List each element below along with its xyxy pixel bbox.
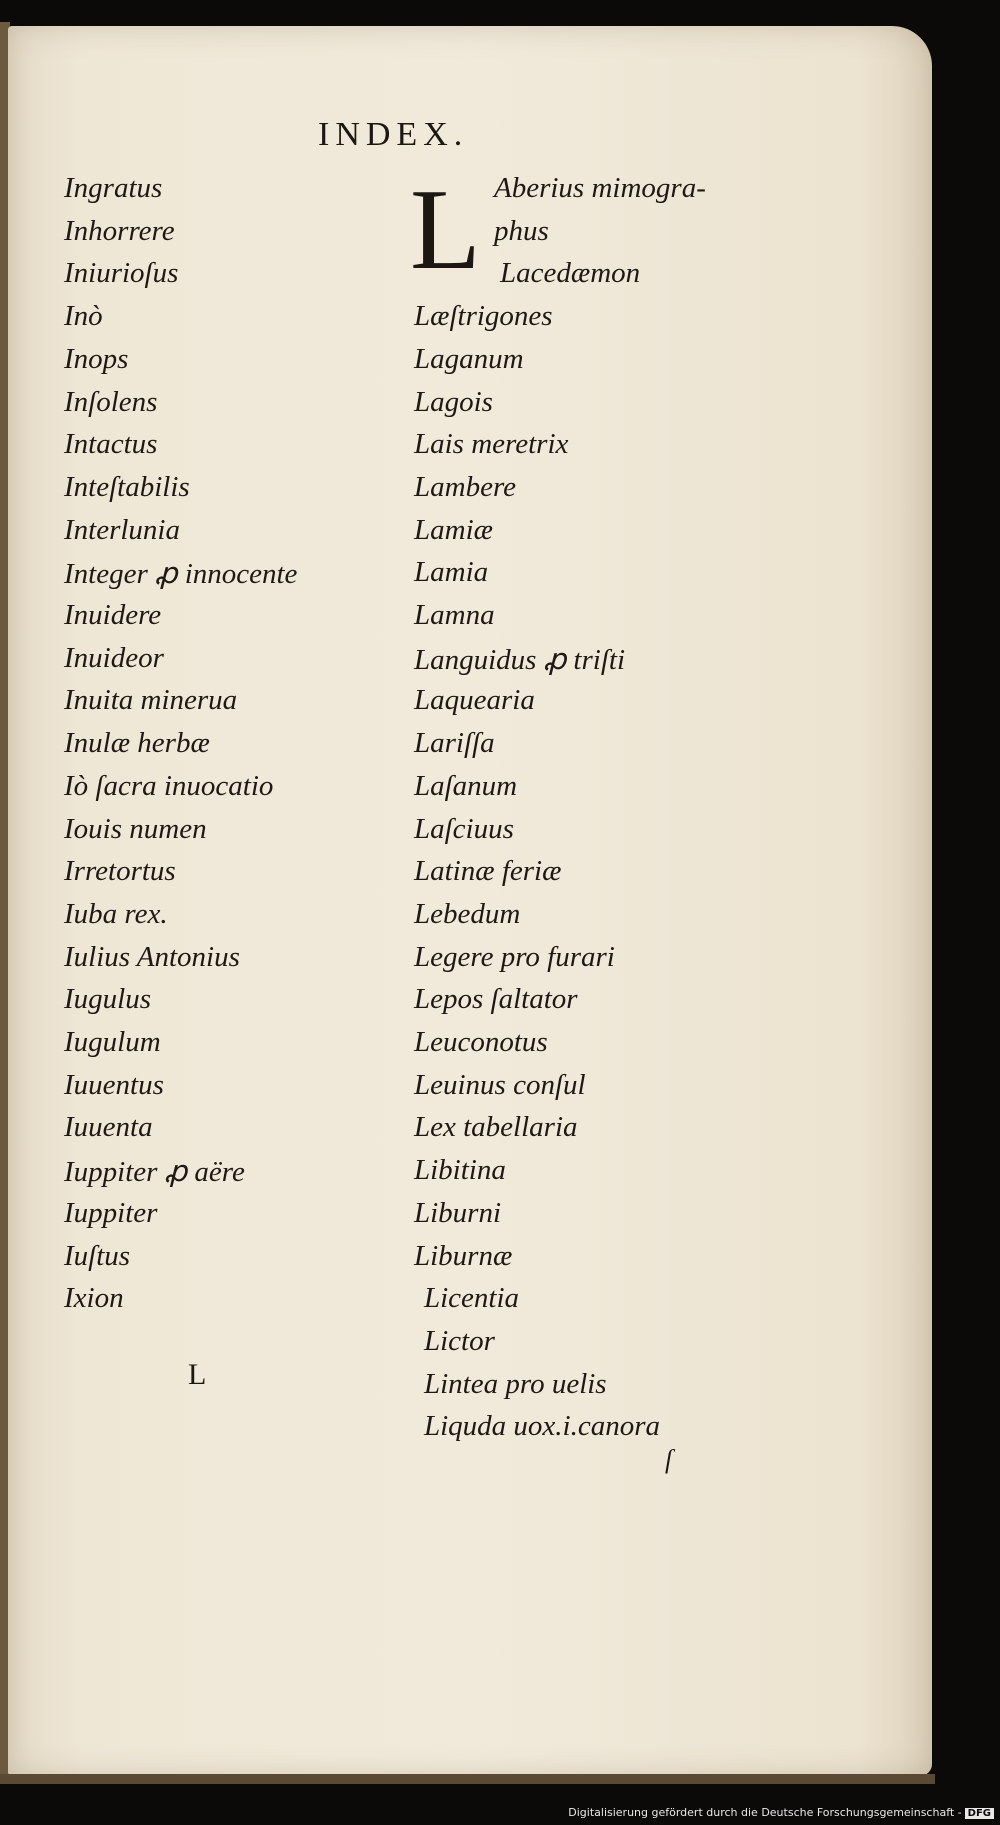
index-term: Licentia [424, 1282, 520, 1314]
index-term: Liburni [414, 1197, 502, 1229]
index-term: Intactus [64, 428, 158, 460]
index-term: Laganum [414, 343, 524, 375]
index-term: Inops [64, 343, 129, 375]
index-term: Iugulum [64, 1026, 161, 1058]
index-term: Lacedæmon [500, 257, 641, 289]
footer-text: Digitalisierung gefördert durch die Deutsche Forschungsgemeinschaft - [568, 1806, 962, 1819]
index-term: Iuppiter [64, 1197, 158, 1229]
index-term: Lebedum [414, 898, 521, 930]
index-term: Lepos ſaltator [414, 983, 578, 1015]
index-term: Liburnæ [414, 1240, 513, 1272]
signature-mark: ſ [665, 1445, 673, 1474]
index-term: Lambere [414, 471, 517, 503]
index-term: Lamia [414, 556, 489, 588]
index-term: Lamna [414, 599, 495, 631]
index-term: Iugulus [64, 983, 151, 1015]
index-term: Inhorrere [64, 215, 175, 247]
index-term: Irretortus [64, 855, 176, 887]
digitization-footer [568, 1806, 994, 1819]
index-term: Iuppiter ꝓ aëre [64, 1156, 245, 1188]
index-term: Lagois [414, 386, 493, 418]
drop-cap-letter: L [410, 166, 481, 294]
book-bottom-edge [0, 1774, 935, 1784]
index-term: Leuconotus [414, 1026, 548, 1058]
index-term: Inò [64, 300, 103, 332]
index-term: Iuuentus [64, 1069, 164, 1101]
index-term: Languidus ꝓ triſti [414, 644, 626, 676]
index-term: Legere pro furari [414, 941, 615, 973]
index-term: phus [494, 215, 549, 247]
index-term: Iouis numen [64, 813, 207, 845]
index-term: Inuideor [64, 642, 164, 674]
index-term: Lamiæ [414, 514, 493, 546]
index-term: Ixion [64, 1282, 124, 1314]
index-term: Inteſtabilis [64, 471, 190, 503]
index-term: Latinæ feriæ [414, 855, 562, 887]
index-term: Iuuenta [64, 1111, 153, 1143]
index-term: Laſciuus [414, 813, 514, 845]
index-term: Interlunia [64, 514, 180, 546]
index-term: Lictor [424, 1325, 495, 1357]
index-term: Lex tabellaria [414, 1111, 578, 1143]
index-term: Leuinus conſul [414, 1069, 586, 1101]
index-term: Laſanum [414, 770, 518, 802]
index-term: Inulæ herbæ [64, 727, 210, 759]
index-term: Inſolens [64, 386, 158, 418]
index-term: Iuba rex. [64, 898, 168, 930]
index-term: Inuidere [64, 599, 162, 631]
index-term: Inuita minerua [64, 684, 238, 716]
index-term: Libitina [414, 1154, 506, 1186]
index-term: Iò ſacra inuocatio [64, 770, 274, 802]
index-term: Laquearia [414, 684, 535, 716]
index-term: Integer ꝓ innocente [64, 558, 298, 590]
dfg-logo: DFG [965, 1808, 994, 1819]
index-term: Læſtrigones [414, 300, 553, 332]
page-heading: INDEX. [318, 116, 469, 153]
index-term: Ingratus [64, 172, 163, 204]
index-term: Iuſtus [64, 1240, 131, 1272]
index-term: Lariſſa [414, 727, 495, 759]
index-term: Lais meretrix [414, 428, 569, 460]
index-term: Iniurioſus [64, 257, 179, 289]
index-term: Iulius Antonius [64, 941, 240, 973]
section-letter: L [188, 1358, 207, 1391]
index-term: Lintea pro uelis [424, 1368, 607, 1400]
index-term: Liquda uox.i.canora [424, 1410, 661, 1442]
index-term: Aberius mimogra- [494, 172, 706, 204]
